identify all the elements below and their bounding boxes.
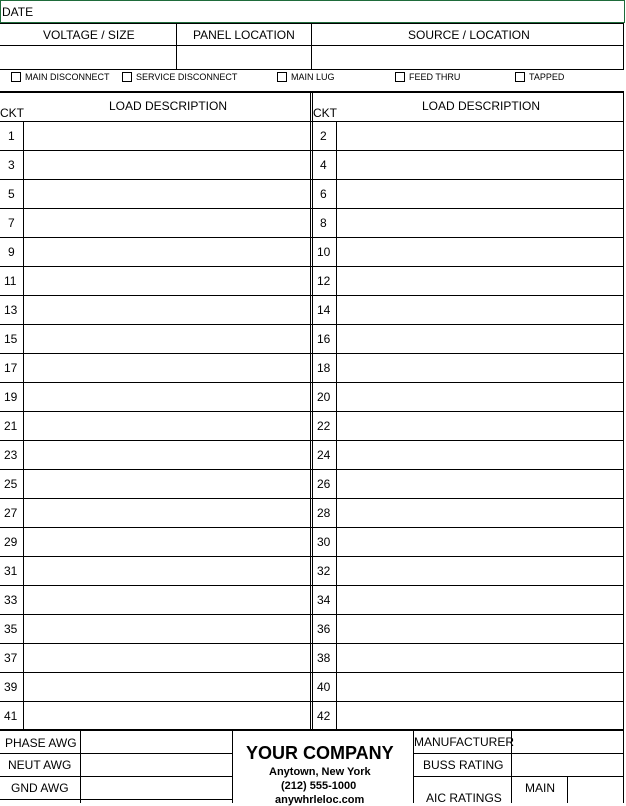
load-description-header-right: LOAD DESCRIPTION [422, 99, 541, 113]
load-description-field-right[interactable] [337, 528, 623, 556]
source-location-field[interactable] [312, 46, 622, 68]
circuit-number-left: 27 [4, 506, 18, 520]
load-description-field-right[interactable] [337, 383, 623, 411]
feed-thru-label: FEED THRU [409, 72, 461, 82]
neut-awg-field[interactable] [81, 754, 231, 775]
load-description-field-left[interactable] [24, 151, 310, 179]
aic-main-field[interactable] [568, 777, 622, 802]
load-description-field-right[interactable] [337, 412, 623, 440]
main-disconnect-checkbox[interactable] [11, 72, 21, 82]
gnd-awg-label: GND AWG [11, 781, 69, 795]
service-disconnect-label: SERVICE DISCONNECT [136, 72, 238, 82]
feed-thru-checkbox[interactable] [395, 72, 405, 82]
voltage-size-field[interactable] [1, 46, 175, 68]
circuit-number-right: 2 [320, 129, 327, 143]
load-description-field-left[interactable] [24, 122, 310, 150]
circuit-number-left: 11 [4, 274, 17, 288]
circuit-number-left: 23 [4, 448, 18, 462]
main-lug-checkbox[interactable] [277, 72, 287, 82]
circuit-number-left: 21 [4, 419, 18, 433]
circuit-number-left: 37 [4, 651, 18, 665]
load-description-field-right[interactable] [337, 209, 623, 237]
load-description-field-right[interactable] [337, 267, 623, 295]
load-description-field-left[interactable] [24, 383, 310, 411]
load-description-field-left[interactable] [24, 673, 310, 701]
circuit-number-left: 19 [4, 390, 18, 404]
buss-rating-field[interactable] [512, 754, 622, 775]
load-description-field-left[interactable] [24, 528, 310, 556]
circuit-number-right: 8 [320, 216, 327, 230]
main-disconnect-label: MAIN DISCONNECT [25, 72, 110, 82]
circuit-number-left: 35 [4, 622, 18, 636]
load-description-field-left[interactable] [24, 354, 310, 382]
load-description-field-left[interactable] [24, 586, 310, 614]
circuit-number-right: 34 [317, 593, 331, 607]
load-description-field-right[interactable] [337, 354, 623, 382]
load-description-field-right[interactable] [337, 557, 623, 585]
load-description-field-left[interactable] [24, 412, 310, 440]
load-description-field-left[interactable] [24, 499, 310, 527]
load-description-field-right[interactable] [337, 702, 623, 730]
main-label: MAIN [525, 781, 555, 795]
load-description-field-right[interactable] [337, 122, 623, 150]
load-description-field-right[interactable] [337, 644, 623, 672]
date-field[interactable] [0, 0, 625, 23]
company-name: YOUR COMPANY [246, 743, 394, 763]
buss-rating-label: BUSS RATING [423, 758, 504, 772]
load-description-field-right[interactable] [337, 470, 623, 498]
load-description-field-left[interactable] [24, 557, 310, 585]
circuit-number-left: 29 [4, 535, 18, 549]
load-description-header-left: LOAD DESCRIPTION [109, 99, 228, 113]
circuit-number-right: 38 [317, 651, 331, 665]
load-description-field-right[interactable] [337, 325, 623, 353]
circuit-number-right: 42 [317, 709, 331, 723]
circuit-number-left: 7 [8, 216, 15, 230]
manufacturer-field[interactable] [512, 732, 622, 752]
circuit-number-left: 39 [4, 680, 18, 694]
load-description-field-left[interactable] [24, 238, 310, 266]
load-description-field-left[interactable] [24, 644, 310, 672]
circuit-number-right: 16 [317, 332, 331, 346]
circuit-number-left: 41 [4, 709, 18, 723]
circuit-number-right: 22 [317, 419, 331, 433]
service-disconnect-checkbox[interactable] [122, 72, 132, 82]
load-description-field-right[interactable] [337, 499, 623, 527]
manufacturer-label: MANUFACTURER [414, 735, 515, 749]
circuit-number-left: 1 [8, 129, 15, 143]
circuit-number-right: 40 [317, 680, 331, 694]
tapped-label: TAPPED [529, 72, 565, 82]
load-description-field-left[interactable] [24, 180, 310, 208]
voltage-size-label: VOLTAGE / SIZE [43, 28, 135, 42]
load-description-field-right[interactable] [337, 441, 623, 469]
circuit-number-left: 9 [8, 245, 15, 259]
tapped-checkbox[interactable] [515, 72, 525, 82]
load-description-field-left[interactable] [24, 209, 310, 237]
load-description-field-left[interactable] [24, 702, 310, 730]
circuit-number-right: 24 [317, 448, 331, 462]
source-location-label: SOURCE / LOCATION [408, 28, 530, 42]
load-description-field-left[interactable] [24, 267, 310, 295]
phase-awg-field[interactable] [81, 732, 231, 752]
company-phone: (212) 555-1000 [281, 780, 357, 792]
circuit-number-right: 4 [320, 158, 327, 172]
load-description-field-right[interactable] [337, 615, 623, 643]
load-description-field-right[interactable] [337, 296, 623, 324]
load-description-field-left[interactable] [24, 441, 310, 469]
circuit-number-left: 13 [4, 303, 18, 317]
circuit-number-right: 18 [317, 361, 331, 375]
load-description-field-left[interactable] [24, 470, 310, 498]
neut-awg-label: NEUT AWG [8, 758, 72, 772]
load-description-field-right[interactable] [337, 180, 623, 208]
load-description-field-left[interactable] [24, 325, 310, 353]
company-city: Anytown, New York [269, 766, 371, 778]
company-website: anywhrleloc.com [275, 794, 365, 806]
ckt-header-right: CKT [313, 106, 337, 120]
load-description-field-right[interactable] [337, 586, 623, 614]
circuit-number-left: 33 [4, 593, 18, 607]
circuit-number-right: 28 [317, 506, 331, 520]
phase-awg-label: PHASE AWG [5, 736, 77, 750]
load-description-field-right[interactable] [337, 238, 623, 266]
load-description-field-right[interactable] [337, 151, 623, 179]
ckt-header-left: CKT [0, 106, 24, 120]
aic-ratings-label: AIC RATINGS [426, 791, 502, 805]
circuit-number-right: 26 [317, 477, 331, 491]
circuit-number-left: 31 [4, 564, 18, 578]
circuit-number-right: 36 [317, 622, 331, 636]
panel-location-label: PANEL LOCATION [193, 28, 295, 42]
circuit-number-left: 25 [4, 477, 18, 491]
panel-location-field[interactable] [177, 46, 310, 68]
circuit-number-left: 17 [4, 361, 18, 375]
circuit-number-right: 32 [317, 564, 331, 578]
gnd-awg-field[interactable] [81, 777, 231, 798]
circuit-number-left: 15 [4, 332, 18, 346]
circuit-number-left: 5 [8, 187, 15, 201]
circuit-number-right: 14 [317, 303, 331, 317]
circuit-number-right: 6 [320, 187, 327, 201]
load-description-field-left[interactable] [24, 615, 310, 643]
circuit-number-right: 12 [317, 274, 331, 288]
load-description-field-right[interactable] [337, 673, 623, 701]
load-description-field-left[interactable] [24, 296, 310, 324]
date-label: DATE [2, 5, 34, 19]
circuit-number-right: 10 [317, 245, 331, 259]
circuit-number-right: 30 [317, 535, 331, 549]
main-lug-label: MAIN LUG [291, 72, 335, 82]
circuit-number-right: 20 [317, 390, 331, 404]
circuit-number-left: 3 [8, 158, 15, 172]
